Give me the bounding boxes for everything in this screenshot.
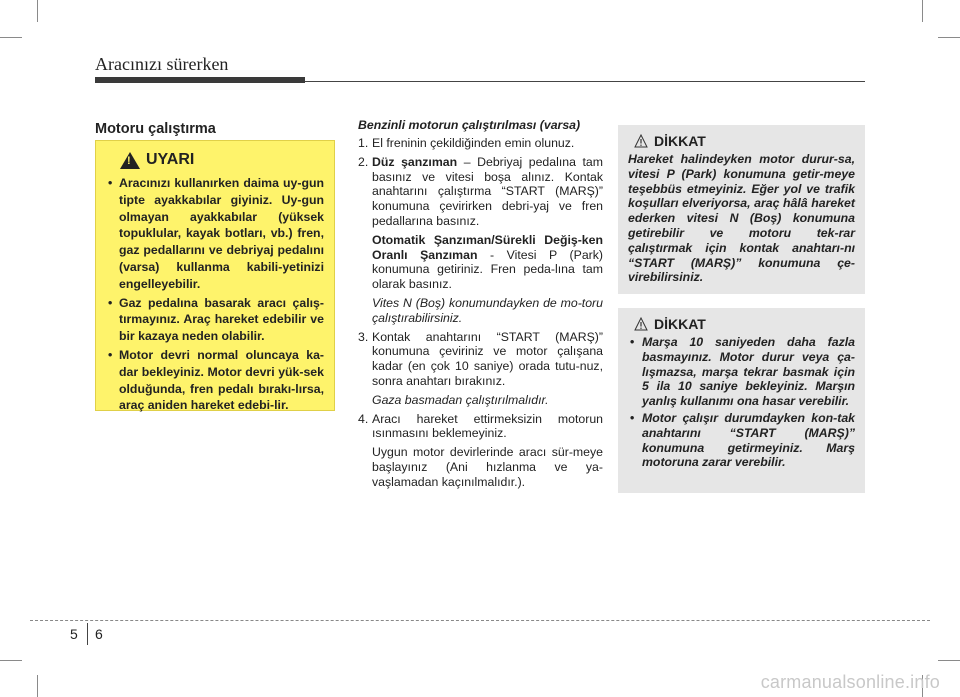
warning-box	[95, 140, 335, 411]
crop-mark	[37, 0, 38, 22]
step-number: 3.	[358, 329, 369, 344]
caution-triangle-icon	[634, 317, 648, 331]
section-title: Motoru çalıştırma	[95, 121, 216, 137]
throttle-note: Gaza basmadan çalıştırılmalıdır.	[372, 392, 549, 407]
crop-mark	[0, 660, 22, 661]
caution-header	[634, 133, 855, 149]
caution-title: DİKKAT	[654, 133, 706, 149]
crop-mark	[0, 37, 22, 38]
step-text: Kontak anahtarını “START (MARŞ)” konumuna çeviriniz ve motor çalışana kadar (en çok 10 saniye) orada tutu-nuz, sonra anahtarı bırakınız.	[372, 329, 603, 388]
neutral-note: Vites N (Boş) konumundayken de mo-toru çalıştırabilirsiniz.	[372, 295, 603, 325]
header-bar	[95, 77, 305, 83]
running-header: Aracınızı sürerken	[95, 54, 229, 74]
procedure-subtitle: Benzinli motorun çalıştırılması (varsa)	[358, 118, 581, 132]
footer-rule	[30, 620, 930, 621]
auto-transmission-label: Otomatik Şanzıman/Sürekli Değiş-ken Oranlı Şanzıman	[372, 232, 603, 262]
caution-box-1	[618, 125, 865, 294]
caution-item: • Marşa 10 saniyeden daha fazla basmayınız. Motor durur veya ça-lışmazsa, marşa tekrar basmak için 5 ila 10 saniye bekleyiniz. Marşın yanlış kullanımı ona hasar verebilir.	[628, 335, 855, 409]
step-text	[372, 155, 603, 229]
chapter-number: 5	[70, 626, 78, 642]
manual-transmission-label: Düz şanzıman	[372, 154, 458, 169]
manual-transmission-text: – Debriyaj pedalına tam basınız ve vitesi boşa alınız. Kontak anahtarını çalıştırma “START (MARŞ)” konumuna çevirirken debri-yaj ve fren pedallarına basınız.	[372, 154, 603, 228]
warning-item: • Gaz pedalına basarak aracı çalış-tırmayınız. Araç hareket edebilir ve bir kazaya neden olabilir.	[106, 295, 324, 345]
step-2	[358, 155, 603, 229]
step-text: Aracı hareket ettirmeksizin motorun ısınmasını beklemeyiniz.	[372, 411, 603, 441]
step-4	[358, 412, 603, 442]
auto-transmission-paragraph	[372, 233, 603, 292]
warning-item: • Aracınızı kullanırken daima uy-gun tipte ayakkabılar giyiniz. Uy-gun olmayan ayakkabılar (yüksek topuklular, kayak botları, vb.) fren, gaz pedallarını ve debriyaj pedalını (varsa) kullanma kabili-yetinizi engelleyebilir.	[106, 175, 324, 293]
caution-item: • Motor çalışır durumdayken kon-tak anahtarını “START (MARŞ)” konumuna getirmeyiniz. Marş motoruna zarar verebilir.	[628, 411, 855, 470]
page-number: 6	[95, 626, 103, 642]
caution-title: DİKKAT	[654, 316, 706, 332]
auto-transmission-text: - Vitesi P (Park) konumuna getiriniz. Fren peda-lına tam olarak basınız.	[372, 247, 603, 292]
procedure-column	[358, 118, 603, 494]
header-rule	[305, 81, 865, 82]
caution-text: Hareket halindeyken motor durur-sa, vitesi P (Park) konumuna getir-meye teşebbüs etmeyiniz. Eğer yol ve trafik koşulları elveriyorsa, araç hâlâ hareket ederken vitesi N (Boş) konumuna getirebilir ve motoru tek-rar çalıştırmak için kontak anahtarı-nı “START (MARŞ)” konumuna çe-virebilirsiniz.	[628, 152, 855, 285]
page-number-separator	[87, 623, 88, 645]
warning-title: UYARI	[146, 151, 195, 168]
caution-box-2	[618, 308, 865, 493]
warning-list	[106, 175, 324, 414]
crop-mark	[938, 37, 960, 38]
crop-mark	[938, 660, 960, 661]
step-1	[358, 136, 603, 151]
step-text: El freninin çekildiğinden emin olunuz.	[372, 136, 575, 150]
step-number: 2.	[358, 154, 369, 169]
warning-triangle-icon: !	[120, 152, 140, 169]
crop-mark	[922, 0, 923, 22]
caution-header	[634, 316, 855, 332]
step-3	[358, 330, 603, 389]
watermark: carmanualsonline.info	[760, 672, 940, 692]
caution-list	[628, 335, 855, 470]
drive-paragraph: Uygun motor devirlerinde aracı sür-meye başlayınız (Ani hızlanma ve ya-vaşlamadan kaçınılmalıdır.).	[372, 445, 603, 489]
caution-triangle-icon	[634, 134, 648, 148]
warning-item: • Motor devri normal oluncaya ka-dar bekleyiniz. Motor devri yük-sek olduğunda, fren pedalı bırakı-lırsa, araç aniden hareket edebi-lir.	[106, 347, 324, 414]
warning-header	[120, 151, 324, 169]
step-number: 4.	[358, 411, 369, 426]
step-number: 1.	[358, 136, 369, 150]
crop-mark	[37, 675, 38, 697]
